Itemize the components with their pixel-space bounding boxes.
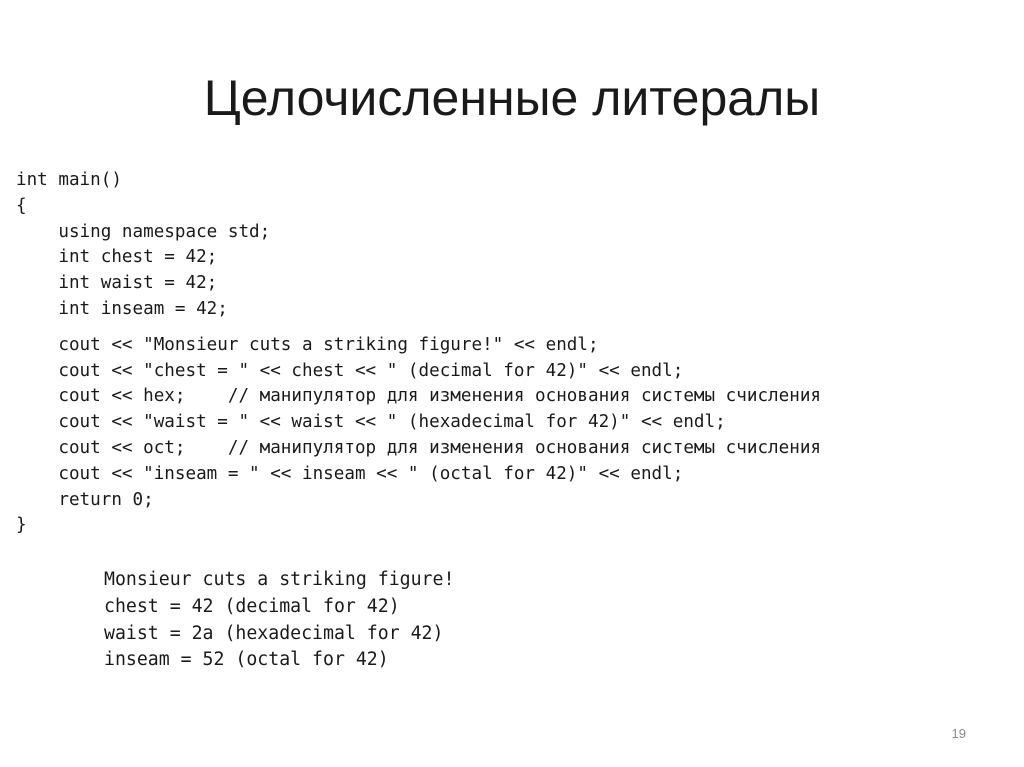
code-line: cout << oct; // манипулятор для изменения основания системы счисления — [16, 437, 822, 458]
code-line: cout << "inseam = " << inseam << " (octal for 42)" << endl; — [16, 463, 684, 484]
code-spacer — [16, 323, 821, 333]
code-line: int chest = 42; — [16, 247, 218, 268]
code-line: cout << "waist = " << waist << " (hexadecimal for 42)" << endl; — [16, 412, 726, 433]
output-line: chest = 42 (decimal for 42) — [104, 595, 400, 617]
code-line: using namespace std; — [16, 221, 271, 242]
page-number: 19 — [951, 726, 966, 741]
code-line: cout << hex; // манипулятор для изменения основания системы счисления — [16, 386, 822, 407]
code-line: } — [16, 515, 27, 536]
code-line: cout << "chest = " << chest << " (decimal for 42)" << endl; — [16, 360, 684, 381]
output-line: waist = 2a (hexadecimal for 42) — [104, 622, 444, 644]
program-output — [104, 567, 454, 674]
output-line: inseam = 52 (octal for 42) — [104, 649, 389, 671]
code-listing — [16, 168, 821, 539]
code-line: int waist = 42; — [16, 273, 218, 294]
slide-title: Целочисленные литералы — [203, 70, 821, 126]
code-line: { — [16, 195, 27, 216]
code-line: return 0; — [16, 489, 154, 510]
code-line: cout << "Monsieur cuts a striking figure!" << endl; — [16, 334, 599, 355]
code-line: int main() — [16, 170, 122, 190]
output-line: Monsieur cuts a striking figure! — [104, 569, 455, 590]
code-line: int inseam = 42; — [16, 298, 228, 319]
